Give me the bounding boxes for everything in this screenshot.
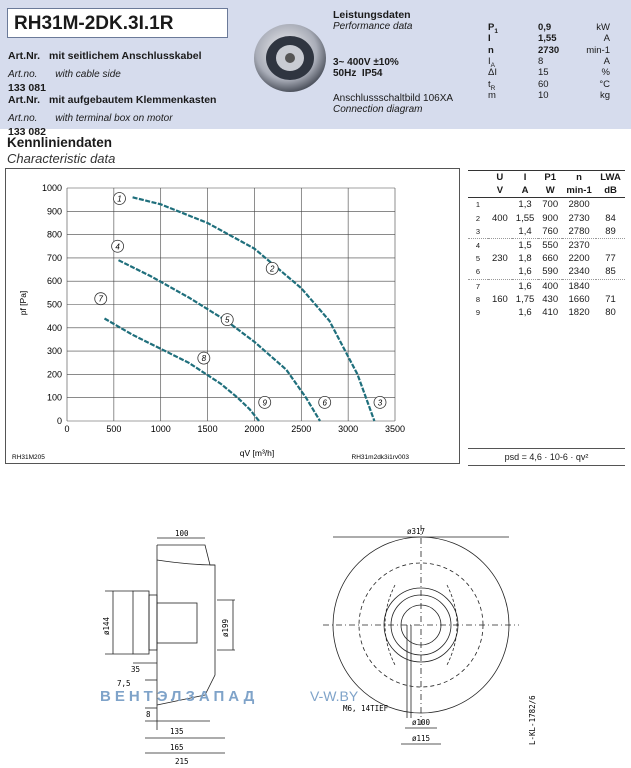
art1-desc-en: with cable side (55, 69, 121, 80)
section-subtitle: Characteristic data (7, 151, 116, 166)
characteristic-chart (5, 168, 460, 464)
param-subscript: R (490, 84, 496, 92)
y-tick-label: 700 (46, 252, 62, 263)
point-marker-label: 2 (270, 264, 275, 274)
th-l: LWA (600, 172, 621, 184)
cell-p: 760 (542, 225, 559, 237)
param-value: 60 (538, 78, 549, 90)
dim-8: 8 (146, 710, 151, 719)
dim-199: ø199 (221, 618, 230, 637)
table-row (468, 225, 625, 239)
param-value: 2730 (538, 44, 560, 56)
th-n: n (576, 172, 582, 184)
y-tick-label: 800 (46, 229, 62, 240)
y-tick-label: 1000 (41, 183, 62, 193)
art2-number: 133 082 (8, 126, 46, 138)
x-tick-label: 1500 (197, 424, 218, 434)
side-motor-body (157, 603, 197, 643)
param-symbol: I (488, 55, 491, 67)
y-tick-label: 900 (46, 206, 62, 217)
y-tick-label: 600 (46, 276, 62, 287)
side-flange (133, 591, 149, 654)
technical-drawing (95, 525, 615, 765)
cell-n: 1840 (568, 280, 590, 292)
cell-i: 1,3 (518, 199, 532, 211)
voltage: 3~ 400V ±10% (333, 57, 399, 68)
tu-l: dB (604, 185, 617, 197)
th-i: I (523, 172, 527, 184)
y-tick-label: 400 (46, 322, 62, 333)
cell-l (596, 198, 625, 212)
art-block-1 (8, 46, 248, 94)
cell-i: 1,55 (515, 212, 535, 224)
point-marker-label: 4 (115, 242, 120, 252)
cell-u (488, 198, 512, 212)
cell-i: 1,6 (518, 266, 532, 278)
dim-100b: ø100 (412, 718, 431, 727)
point-marker-label: 7 (98, 294, 103, 304)
art1-label: Art.Nr. (8, 50, 41, 62)
param-subscript: A (490, 61, 495, 69)
param-symbol: I (488, 33, 491, 45)
drawing-number: L-KL-1782/6 (528, 695, 537, 745)
param-unit: A (603, 55, 610, 67)
cell-i: 1,75 (515, 293, 535, 305)
x-tick-label: 2000 (244, 424, 265, 434)
side-impeller-outline (157, 545, 215, 705)
cell-i: 1,6 (518, 280, 532, 292)
th-p: P1 (544, 172, 556, 184)
cell-l (596, 238, 625, 252)
dim-144: ø144 (102, 616, 111, 635)
cell-n: 2370 (568, 240, 590, 252)
cell-l: 89 (605, 225, 616, 237)
param-unit: kg (599, 89, 610, 101)
diagram-label-en: Connection diagram (333, 104, 423, 115)
chart-footer-left: RH31M205 (12, 454, 45, 461)
art1-desc: mit seitlichem Anschlusskabel (48, 50, 202, 62)
x-tick-label: 1000 (150, 424, 171, 434)
param-value: 10 (538, 89, 549, 101)
y-axis-label: pf [Pa] (18, 290, 28, 316)
point-marker: 1 (475, 200, 481, 210)
model-title: RH31M-2DK.3I.1R (7, 8, 228, 38)
data-table-wrap (468, 170, 625, 319)
perf-title-en: Performance data (333, 21, 413, 32)
watermark-right: V-W.BY (310, 688, 359, 704)
cell-n: 1820 (568, 306, 590, 318)
ip-rating: IP54 (361, 68, 383, 79)
point-marker: 9 (475, 307, 481, 317)
cell-p: 400 (542, 280, 559, 292)
art1-number: 133 081 (8, 82, 46, 94)
x-tick-label: 0 (64, 424, 70, 434)
param-unit: min-1 (586, 44, 610, 56)
param-unit: kW (596, 22, 610, 33)
fan-product-image (250, 16, 330, 96)
point-marker: 5 (475, 254, 481, 264)
cell-n: 2730 (568, 212, 590, 224)
table-row (468, 212, 625, 225)
dim-115: ø115 (412, 734, 431, 743)
cell-p: 700 (542, 199, 559, 211)
cell-n: 2200 (568, 253, 590, 265)
y-tick-label: 100 (46, 392, 62, 403)
data-table (468, 170, 625, 319)
point-marker: 8 (475, 294, 481, 304)
art-block-2 (8, 90, 258, 138)
perf-block (333, 9, 413, 32)
watermark-left: ВЕНТЭЛЗАПАД (100, 688, 259, 705)
point-marker-label: 6 (322, 398, 327, 408)
art2-label-en: Art.no. (8, 113, 38, 124)
cell-p: 430 (542, 293, 559, 305)
cell-p: 410 (542, 306, 559, 318)
art2-desc: mit aufgebautem Klemmenkasten (48, 94, 217, 106)
table-row (468, 279, 625, 293)
point-marker: 7 (475, 281, 481, 291)
param-symbol: ΔI (488, 67, 497, 79)
param-unit: % (601, 67, 610, 79)
cell-p: 550 (542, 240, 559, 252)
cell-u: 160 (491, 293, 508, 305)
cell-l: 77 (605, 253, 616, 265)
dim-100: 100 (175, 529, 189, 538)
cell-p: 900 (542, 212, 559, 224)
table-row (468, 265, 625, 279)
cell-n: 2780 (568, 225, 590, 237)
tu-i: A (521, 185, 529, 197)
dim-215: 215 (175, 757, 189, 765)
cell-u: 400 (491, 212, 508, 224)
param-symbol: n (488, 44, 494, 56)
table-row (468, 306, 625, 319)
tu-n: min-1 (566, 185, 592, 197)
diagram-label: Anschlussschaltbild 106XA (333, 93, 454, 104)
cell-l: 84 (605, 212, 616, 224)
param-unit: A (603, 33, 610, 45)
param-value: 1,55 (538, 33, 557, 45)
section-title: Kennliniendaten (7, 135, 113, 150)
table-row (468, 293, 625, 306)
chart-footer-right: RH31m2dk3i1rv003 (351, 454, 409, 461)
cell-i: 1,8 (518, 253, 532, 265)
cell-p: 660 (542, 253, 559, 265)
formula: psd = 4,6 · 10-6 · qv² (468, 448, 625, 466)
table-row (468, 198, 625, 212)
point-marker: 6 (475, 267, 481, 277)
tu-p: W (545, 185, 555, 197)
param-value: 0,9 (538, 22, 552, 33)
th-u: U (496, 172, 504, 184)
x-tick-label: 2500 (291, 424, 312, 434)
thread-spec: M6, 14TIEF (343, 704, 389, 713)
cell-u (488, 238, 512, 252)
point-marker: 3 (475, 226, 481, 236)
dim-35: 35 (131, 665, 141, 674)
point-marker-label: 5 (225, 315, 230, 325)
cell-u (488, 265, 512, 279)
x-tick-label: 500 (106, 424, 122, 434)
cell-u (488, 279, 512, 293)
param-value: 15 (538, 67, 549, 79)
cell-l (596, 279, 625, 293)
cell-l: 80 (605, 306, 616, 318)
point-marker-label: 3 (377, 398, 383, 408)
cell-i: 1,4 (518, 225, 532, 237)
cell-l: 71 (605, 293, 616, 305)
param-symbol: m (488, 89, 496, 101)
x-axis-label: qV [m³/h] (239, 448, 275, 458)
frequency: 50Hz (333, 68, 357, 79)
dim-165: 165 (170, 743, 184, 752)
cell-u: 230 (491, 253, 508, 265)
art2-label: Art.Nr. (8, 94, 41, 106)
dim-135: 135 (170, 727, 184, 736)
art2-desc-en: with terminal box on motor (55, 113, 173, 124)
dim-317: ø317 (407, 527, 426, 536)
dim-7-5: 7,5 (117, 679, 131, 688)
table-row (468, 252, 625, 265)
param-symbol: t (488, 78, 491, 90)
param-row (488, 90, 610, 103)
cell-u (488, 306, 512, 319)
param-subscript: 1 (494, 27, 498, 35)
side-motor-plate (149, 595, 157, 650)
param-symbol: P (488, 22, 495, 33)
tu-u: V (496, 185, 504, 197)
y-tick-label: 200 (46, 369, 62, 380)
point-marker-label: 1 (117, 194, 122, 204)
y-tick-label: 0 (56, 416, 62, 426)
cell-n: 2340 (568, 266, 590, 278)
perf-title: Leistungsdaten (333, 9, 411, 21)
y-tick-label: 500 (46, 299, 62, 310)
cell-n: 2800 (568, 199, 590, 211)
point-marker-label: 9 (262, 398, 267, 408)
cell-l: 85 (605, 266, 616, 278)
point-marker: 2 (475, 213, 481, 223)
cell-u (488, 225, 512, 239)
cell-p: 590 (542, 266, 559, 278)
param-value: 8 (538, 55, 544, 67)
x-tick-label: 3500 (384, 424, 406, 434)
cell-n: 1660 (568, 293, 590, 305)
param-unit: °C (599, 78, 610, 90)
side-blade-line (157, 560, 215, 565)
x-tick-label: 3000 (338, 424, 359, 434)
point-marker-label: 8 (201, 354, 207, 364)
cell-i: 1,5 (518, 240, 532, 252)
cell-i: 1,6 (518, 306, 532, 318)
table-row (468, 238, 625, 252)
point-marker: 4 (475, 241, 481, 251)
freq-ip (333, 68, 383, 79)
art1-label-en: Art.no. (8, 69, 38, 80)
y-tick-label: 300 (46, 346, 62, 357)
